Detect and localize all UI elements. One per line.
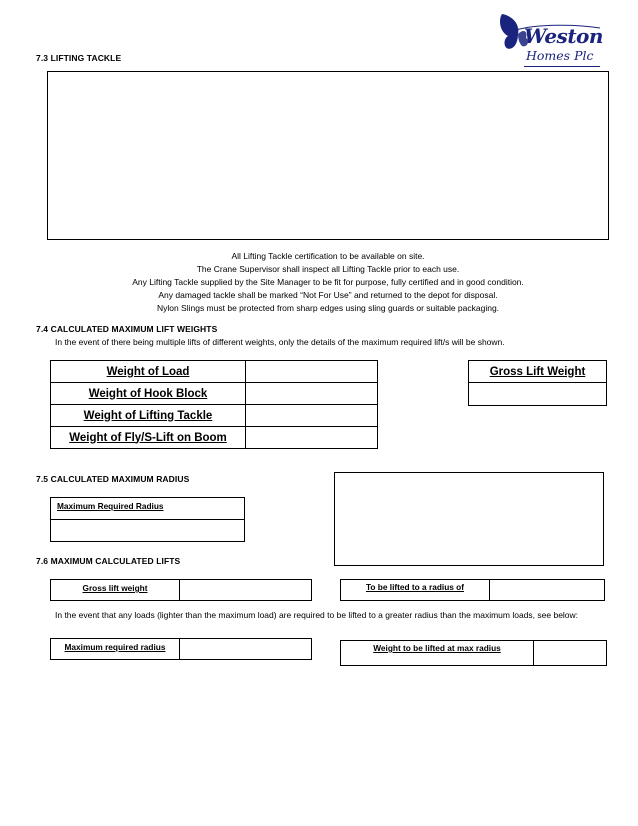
lifting-tackle-notes	[40, 250, 616, 315]
logo-line1: Weston	[524, 24, 603, 48]
weight-at-max-input[interactable]	[534, 641, 607, 666]
note-line: All Lifting Tackle certification to be available on site.	[231, 251, 425, 261]
section-7-6-paragraph: In the event that any loads (lighter than the maximum load) are required to be lifted to a greater radius than the maximum loads, see below:	[55, 610, 579, 620]
note-line: The Crane Supervisor shall inspect all Lifting Tackle prior to each use.	[196, 264, 460, 274]
max-required-radius-label: Maximum Required Radius	[51, 498, 245, 520]
weight-of-lifting-tackle-value[interactable]	[246, 405, 378, 427]
table-row	[51, 520, 245, 542]
table-row	[51, 580, 312, 601]
section-7-4-heading: 7.4 CALCULATED MAXIMUM LIFT WEIGHTS	[36, 324, 218, 334]
table-row	[51, 383, 378, 405]
section-7-4-intro: In the event of there being multiple lifts of different weights, only the details of the maximum required lift/s will be shown.	[55, 337, 505, 347]
lifted-radius-label: To be lifted to a radius of	[341, 580, 490, 601]
weight-of-load-value[interactable]	[246, 361, 378, 383]
max-radius-lift-table	[50, 638, 312, 660]
note-line: Any Lifting Tackle supplied by the Site Manager to be fit for purpose, fully certified and in good condition.	[132, 277, 524, 287]
gross-lift-weight-value[interactable]	[469, 383, 607, 406]
company-logo	[496, 10, 606, 72]
table-row	[51, 498, 245, 520]
section-7-5-heading: 7.5 CALCULATED MAXIMUM RADIUS	[36, 474, 190, 484]
section-7-6-heading: 7.6 MAXIMUM CALCULATED LIFTS	[36, 556, 181, 566]
lifting-tackle-box[interactable]	[47, 71, 609, 240]
weight-of-load-label: Weight of Load	[51, 361, 246, 383]
max-radius-table	[50, 497, 245, 542]
weight-at-max-label: Weight to be lifted at max radius	[341, 641, 534, 666]
gross-lift-weight-input[interactable]	[180, 580, 312, 601]
radius-diagram-box[interactable]	[334, 472, 604, 566]
table-row	[469, 383, 607, 406]
lift-weights-table	[50, 360, 378, 449]
table-row	[341, 641, 607, 666]
note-line: Nylon Slings must be protected from sharp edges using sling guards or suitable packaging.	[156, 303, 500, 313]
table-row	[51, 361, 378, 383]
weight-of-fly-value[interactable]	[246, 427, 378, 449]
logo-line2: Homes Plc	[526, 48, 594, 63]
gross-lift-table	[50, 579, 312, 601]
table-row	[341, 580, 605, 601]
weight-of-fly-label: Weight of Fly/S-Lift on Boom	[51, 427, 246, 449]
gross-lift-weight-table	[468, 360, 607, 406]
max-radius-label: Maximum required radius	[51, 639, 180, 660]
section-7-3-heading: 7.3 LIFTING TACKLE	[36, 53, 122, 63]
table-row	[51, 427, 378, 449]
weight-at-max-table	[340, 640, 607, 666]
table-row	[469, 361, 607, 383]
note-line: Any damaged tackle shall be marked “Not For Use” and returned to the depot for disposal.	[158, 290, 498, 300]
gross-lift-weight-label: Gross lift weight	[51, 580, 180, 601]
lifted-radius-input[interactable]	[490, 580, 605, 601]
max-radius-input[interactable]	[180, 639, 312, 660]
max-required-radius-value[interactable]	[51, 520, 245, 542]
lifted-radius-table	[340, 579, 605, 601]
weight-of-lifting-tackle-label: Weight of Lifting Tackle	[51, 405, 246, 427]
gross-lift-weight-label: Gross Lift Weight	[469, 361, 607, 383]
logo-underline	[524, 66, 600, 67]
weight-of-hook-block-label: Weight of Hook Block	[51, 383, 246, 405]
weight-of-hook-block-value[interactable]	[246, 383, 378, 405]
table-row	[51, 405, 378, 427]
table-row	[51, 639, 312, 660]
